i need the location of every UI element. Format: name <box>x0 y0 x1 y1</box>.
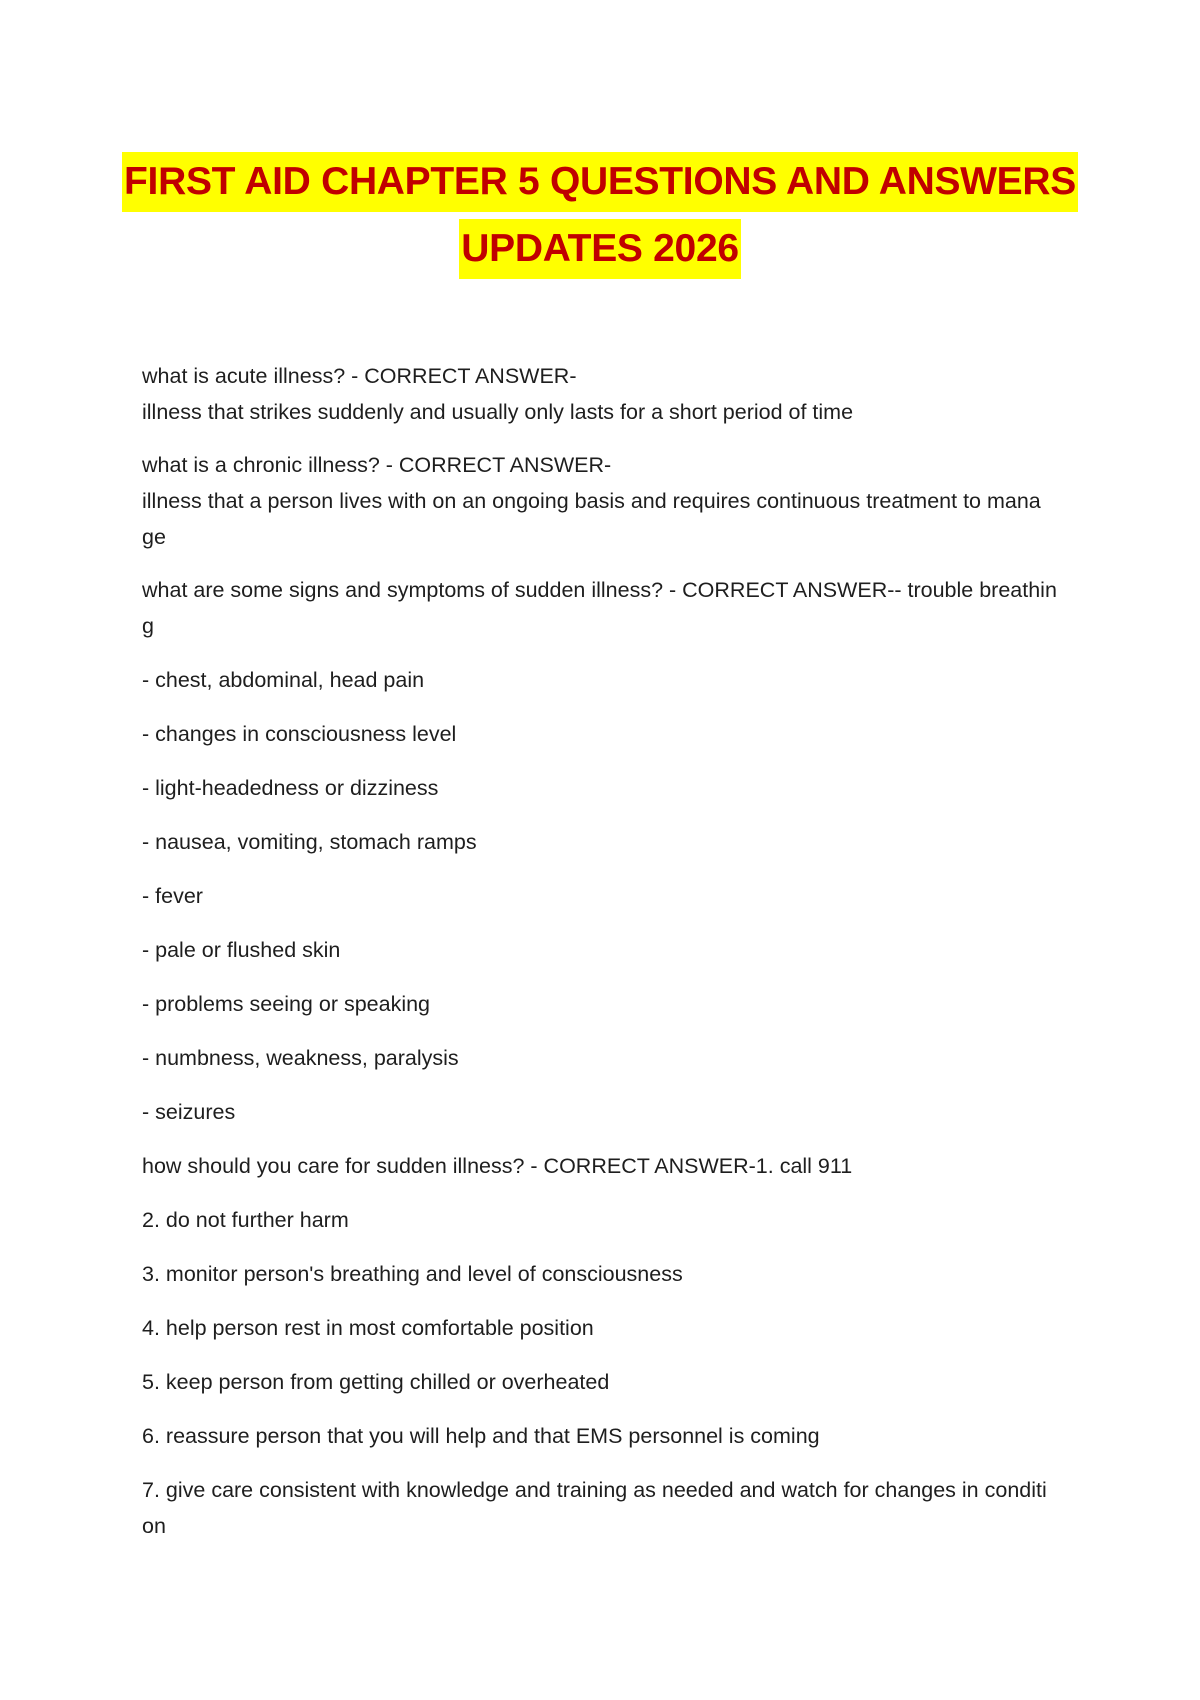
question-acute-illness: what is acute illness? - CORRECT ANSWER- <box>142 364 577 388</box>
list-item: 5. keep person from getting chilled or overheated <box>142 1370 610 1394</box>
question-chronic-illness: what is a chronic illness? - CORRECT ANSWER- <box>142 453 612 477</box>
answer-acute-illness: illness that strikes suddenly and usually only lasts for a short period of time <box>142 400 854 424</box>
list-item: - chest, abdominal, head pain <box>142 668 425 692</box>
question-care-sudden-illness: how should you care for sudden illness? - CORRECT ANSWER-1. call 911 <box>142 1154 853 1178</box>
question-signs-symptoms: what are some signs and symptoms of sudden illness? - CORRECT ANSWER-- trouble breathing <box>142 578 1057 638</box>
list-item: - numbness, weakness, paralysis <box>142 1046 459 1070</box>
list-item: - fever <box>142 884 203 908</box>
list-item: - changes in consciousness level <box>142 722 457 746</box>
list-item: - problems seeing or speaking <box>142 992 431 1016</box>
list-item: - seizures <box>142 1100 236 1124</box>
list-item: - light-headedness or dizziness <box>142 776 439 800</box>
list-item: 4. help person rest in most comfortable position <box>142 1316 594 1340</box>
list-item: - nausea, vomiting, stomach ramps <box>142 830 477 854</box>
document-body <box>142 358 1062 1544</box>
answer-chronic-illness-line-2: ge <box>142 525 166 549</box>
answer-chronic-illness-line-1: illness that a person lives with on an ongoing basis and requires continuous treatment to mana <box>142 489 1041 513</box>
list-item-last-line-1: 7. give care consistent with knowledge and training as needed and watch for changes in conditi <box>142 1478 1047 1502</box>
title-line-1: FIRST AID CHAPTER 5 QUESTIONS AND ANSWERS <box>122 152 1078 212</box>
list-item: - pale or flushed skin <box>142 938 341 962</box>
document-title <box>0 152 1200 286</box>
list-item: 2. do not further harm <box>142 1208 349 1232</box>
list-item: 3. monitor person's breathing and level of consciousness <box>142 1262 683 1286</box>
list-item-last-line-2: on <box>142 1514 166 1538</box>
list-item: 6. reassure person that you will help and that EMS personnel is coming <box>142 1424 820 1448</box>
title-line-2: UPDATES 2026 <box>459 219 740 279</box>
